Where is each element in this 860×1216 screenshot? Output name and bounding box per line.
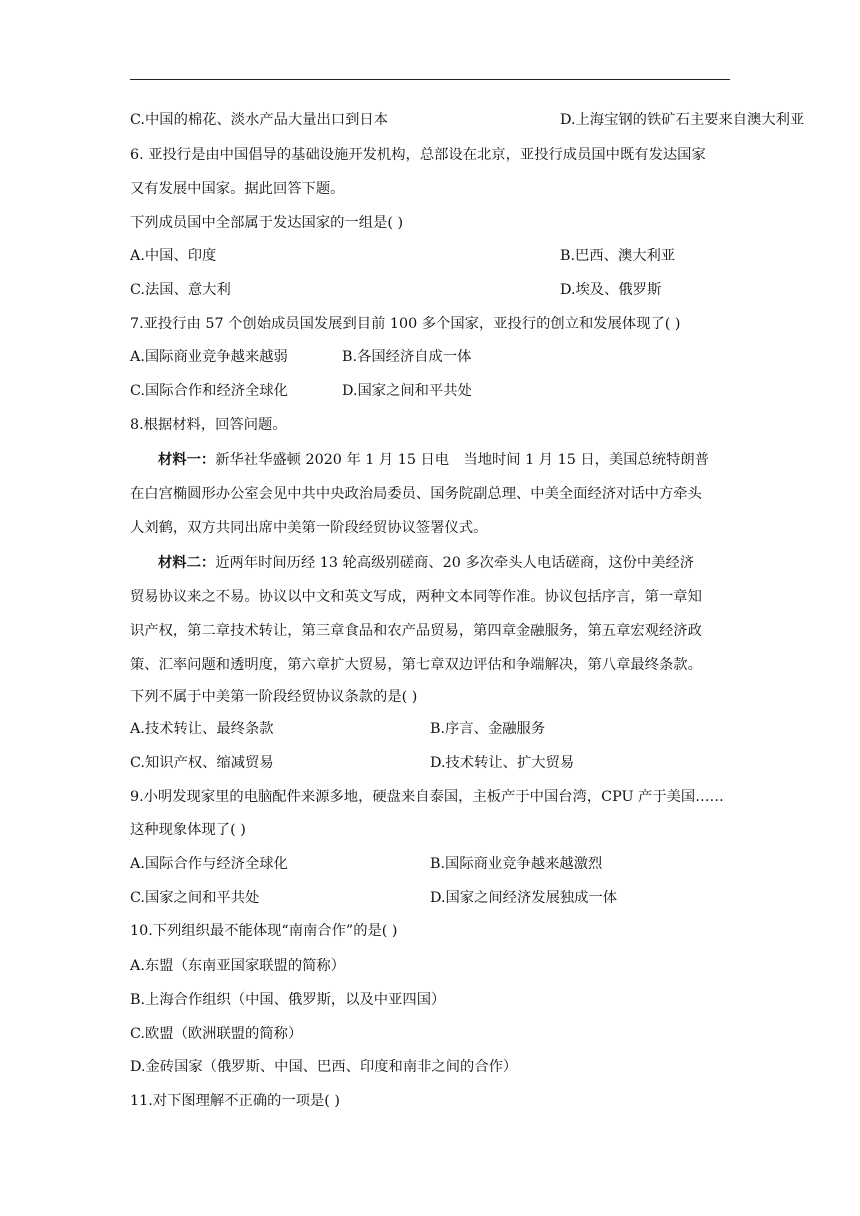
q7-option-c: C.国际合作和经济全球化 — [130, 383, 288, 399]
q8-material-1-line-2: 在白宫椭圆形办公室会见中共中央政治局委员、国务院副总理、中美全面经济对话中方牵头 — [130, 486, 702, 502]
q8-material-2-line-4: 策、汇率问题和透明度，第六章扩大贸易，第七章双边评估和争端解决，第八章最终条款。 — [130, 657, 702, 673]
q6-option-d: D.埃及、俄罗斯 — [560, 282, 662, 298]
q9-option-c: C.国家之间和平共处 — [130, 890, 260, 906]
material-2-tag: 材料二： — [158, 555, 216, 571]
q9-options-row-1 — [130, 854, 730, 874]
q9-option-d: D.国家之间经济发展独成一体 — [430, 890, 618, 906]
q7-option-b: B.各国经济自成一体 — [342, 349, 472, 365]
q6-option-a: A.中国、印度 — [130, 248, 217, 264]
q10-option-b: B.上海合作组织（中国、俄罗斯，以及中亚四国） — [130, 992, 446, 1008]
q7-options-row-1 — [130, 347, 730, 367]
q7-option-d: D.国家之间和平共处 — [342, 383, 472, 399]
q10-option-a: A.东盟（东南亚国家联盟的简称） — [130, 958, 346, 974]
q7-options-row-2 — [130, 381, 730, 401]
q10-stem: 10.下列组织最不能体现“南南合作”的是( ) — [130, 923, 398, 939]
q9-stem-line-2: 这种现象体现了( ) — [130, 822, 246, 838]
q9-stem-line-1: 9.小明发现家里的电脑配件来源多地，硬盘来自泰国，主板产于中国台湾，CPU 产于美国…… — [130, 789, 724, 805]
q8-options-row-2 — [130, 753, 730, 773]
q9-options-row-2 — [130, 888, 730, 908]
q11-stem: 11.对下图理解不正确的一项是( ) — [130, 1093, 340, 1109]
q6-intro-line-1: 6. 亚投行是由中国倡导的基础设施开发机构，总部设在北京，亚投行成员国中既有发达国家 — [130, 147, 706, 163]
q8-material-2-line-1 — [158, 553, 730, 573]
q5-option-c: C.中国的棉花、淡水产品大量出口到日本 — [130, 112, 389, 128]
q9-option-a: A.国际合作与经济全球化 — [130, 856, 288, 872]
q10-option-d: D.金砖国家（俄罗斯、中国、巴西、印度和南非之间的合作） — [130, 1059, 518, 1075]
q10-option-c: C.欧盟（欧洲联盟的简称） — [130, 1026, 303, 1042]
q9-option-b: B.国际商业竞争越来越激烈 — [430, 856, 603, 872]
q8-stem: 8.根据材料，回答问题。 — [130, 417, 287, 433]
q8-material-1-line-3: 人刘鹤，双方共同出席中美第一阶段经贸协议签署仪式。 — [130, 520, 488, 536]
q5-option-d: D.上海宝钢的铁矿石主要来自澳大利亚 — [560, 112, 805, 128]
q8-material-2-line-2: 贸易协议来之不易。协议以中文和英文写成，两种文本同等作准。协议包括序言，第一章知 — [130, 589, 702, 605]
material-2-text: 近两年时间历经 13 轮高级别磋商、20 多次牵头人电话磋商，这份中美经济 — [215, 555, 695, 571]
q8-question: 下列不属于中美第一阶段经贸协议条款的是( ) — [130, 689, 418, 705]
q8-options-row-1 — [130, 719, 730, 739]
q7-stem: 7.亚投行由 57 个创始成员国发展到目前 100 多个国家，亚投行的创立和发展体现了( ) — [130, 316, 681, 332]
q5-options-row — [130, 110, 805, 130]
q8-material-1-line-1 — [158, 450, 730, 470]
q8-material-2-line-3: 识产权，第二章技术转让，第三章食品和农产品贸易，第四章金融服务，第五章宏观经济政 — [130, 623, 702, 639]
q8-option-b: B.序言、金融服务 — [430, 721, 546, 737]
q6-stem: 下列成员国中全部属于发达国家的一组是( ) — [130, 215, 404, 231]
q6-options-row-1 — [130, 246, 730, 266]
q7-option-a: A.国际商业竞争越来越弱 — [130, 349, 288, 365]
q8-option-c: C.知识产权、缩减贸易 — [130, 755, 274, 771]
material-1-tag: 材料一： — [158, 452, 216, 468]
q6-option-b: B.巴西、澳大利亚 — [560, 248, 676, 264]
q8-option-d: D.技术转让、扩大贸易 — [430, 755, 575, 771]
q6-option-c: C.法国、意大利 — [130, 282, 231, 298]
q8-option-a: A.技术转让、最终条款 — [130, 721, 274, 737]
q6-options-row-2 — [130, 280, 730, 300]
q6-intro-line-2: 又有发展中国家。据此回答下题。 — [130, 181, 345, 197]
material-1-text: 新华社华盛顿 2020 年 1 月 15 日电 当地时间 1 月 15 日，美国总统特朗普 — [215, 452, 710, 468]
header-rule — [130, 79, 730, 80]
